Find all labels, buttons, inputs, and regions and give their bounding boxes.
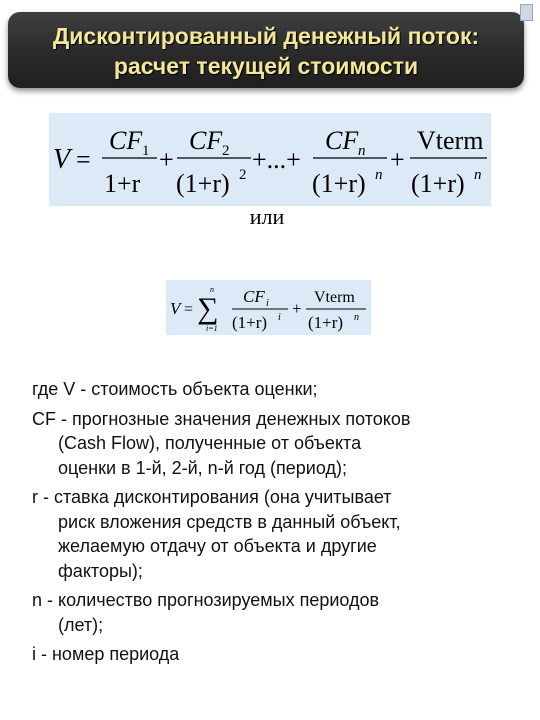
formula-expanded xyxy=(49,113,491,206)
sum-lower-limit: i=1 xyxy=(206,324,218,333)
sigma-symbol: ∑ xyxy=(197,292,219,325)
or-separator: или xyxy=(249,204,285,229)
tv-denominator: (1+r) xyxy=(411,169,465,198)
tv-exponent: n xyxy=(474,167,482,183)
definition-line: i - номер периода xyxy=(32,644,180,664)
slide-corner-icon xyxy=(520,4,533,21)
title-line-1: Дисконтированный денежный поток: xyxy=(52,23,480,49)
formula2-equals: = xyxy=(184,301,194,318)
formula2-tv-denominator: (1+r) xyxy=(308,313,344,332)
formula-lhs: V xyxy=(53,144,71,175)
definition-line: (лет); xyxy=(58,614,104,635)
definition-line: r - ставка дисконтирования (она учитывает xyxy=(32,487,392,507)
term2-subscript: 2 xyxy=(222,143,230,159)
definition-cf xyxy=(32,407,532,481)
definition-line: факторы); xyxy=(58,560,143,581)
formula2-denominator: (1+r) xyxy=(232,313,268,332)
termn-subscript: n xyxy=(358,143,366,159)
plus-1: + xyxy=(159,145,174,174)
definition-line: CF - прогнозные значения денежных потоков xyxy=(32,408,411,429)
formula2-num-subscript: i xyxy=(266,298,269,309)
title-banner xyxy=(8,12,524,88)
definition-line: оценки в 1-й, 2-й, n-й год (период); xyxy=(58,457,347,478)
formula2-numerator: CF xyxy=(243,287,265,306)
formula-equals: = xyxy=(76,145,91,174)
term2-exponent: 2 xyxy=(239,167,247,183)
formula2-plus: + xyxy=(292,299,302,318)
definition-line: где V - стоимость объекта оценки; xyxy=(32,379,318,399)
formula2-lhs: V xyxy=(170,299,181,318)
term1-numerator: CF xyxy=(109,126,143,155)
definition-r xyxy=(32,485,532,583)
term1-denominator: 1+r xyxy=(104,169,141,198)
plus-2: + xyxy=(390,145,405,174)
definition-line: (Cash Flow), полученные от объекта xyxy=(58,433,362,453)
term1-subscript: 1 xyxy=(142,143,150,159)
definition-i xyxy=(32,642,532,667)
ellipsis-plus: +...+ xyxy=(252,145,301,174)
definition-line: риск вложения средств в данный объект, xyxy=(58,511,401,532)
formula2-tv-numerator: Vterm xyxy=(314,289,355,306)
term2-denominator: (1+r) xyxy=(176,169,230,198)
definition-v xyxy=(32,377,532,402)
tv-numerator: Vterm xyxy=(417,126,484,155)
sum-upper-limit: n xyxy=(210,285,214,294)
term2-numerator: CF xyxy=(189,126,223,155)
title-line-2: расчет текущей стоимости xyxy=(113,53,419,79)
definition-line: желаемую отдачу от объекта и другие xyxy=(58,536,377,556)
definition-line: n - количество прогнозируемых периодов xyxy=(32,590,380,610)
formula2-den-exponent: i xyxy=(278,312,281,323)
formula2-tv-exponent: n xyxy=(354,312,359,323)
variable-definitions xyxy=(32,377,532,672)
definition-n xyxy=(32,588,532,637)
formula-summation xyxy=(166,280,371,335)
termn-numerator: CF xyxy=(325,126,359,155)
termn-denominator: (1+r) xyxy=(312,169,366,198)
termn-exponent: n xyxy=(375,167,383,183)
